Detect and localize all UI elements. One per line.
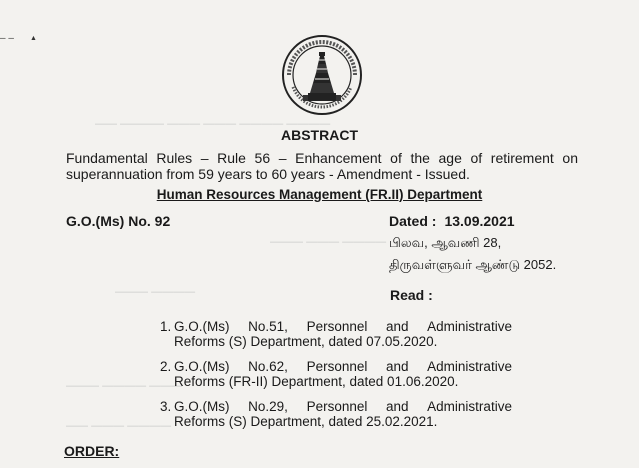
reference-item (160, 359, 512, 389)
reference-word: and (386, 359, 409, 374)
reference-line: Reforms (FR-II) Department, dated 01.06.2020. (174, 374, 459, 389)
reference-word: Personnel (306, 319, 368, 334)
reference-line (174, 319, 512, 334)
bleed-through-text: ——— ———— ——— (66, 380, 183, 392)
order-heading: ORDER: (64, 443, 120, 459)
page-mark-icon: ▲ (30, 35, 37, 42)
reference-word: Administrative (427, 319, 512, 334)
reference-number: 2. (160, 359, 172, 374)
tamil-date: பிலவ, ஆவணி 28, (389, 235, 502, 250)
subject-text: Fundamental Rules – Rule 56 – Enhancement of the age of retirement on superannuation from 59 years to 60 years - Amendment - Issued. (66, 150, 578, 182)
tamil-year: திருவள்ளுவர் ஆண்டு 2052. (389, 257, 557, 272)
bleed-through-text: ———— ———— ——— ——— ———— —— (95, 118, 331, 130)
reference-word: and (386, 319, 409, 334)
dated-line (389, 213, 515, 229)
reference-word: and (386, 399, 409, 414)
go-number: G.O.(Ms) No. 92 (66, 213, 171, 229)
dated-value: 13.09.2021 (444, 213, 515, 229)
reference-word: Personnel (306, 359, 368, 374)
bleed-through-text: ———— ——— ——— (270, 236, 387, 248)
reference-word: Administrative (427, 359, 512, 374)
reference-line (174, 399, 512, 414)
reference-word: G.O.(Ms) (174, 359, 230, 374)
reference-number: 1. (160, 319, 172, 334)
reference-word: G.O.(Ms) (174, 399, 230, 414)
abstract-heading: ABSTRACT (281, 127, 358, 143)
bleed-through-text: ———— ——— (115, 286, 196, 298)
reference-word: No.62, (248, 359, 288, 374)
reference-line: Reforms (S) Department, dated 07.05.2020. (174, 334, 438, 349)
reference-item (160, 399, 512, 429)
reference-word: No.29, (248, 399, 288, 414)
reference-line (174, 359, 512, 374)
reference-word: Personnel (306, 399, 368, 414)
bleed-through-text: ———— ——— —— (66, 420, 172, 432)
department-heading: Human Resources Management (FR.II) Department (156, 187, 483, 202)
reference-word: G.O.(Ms) (174, 319, 230, 334)
government-emblem-icon (281, 33, 363, 117)
reference-list (160, 319, 512, 439)
dated-label: Dated : (389, 213, 437, 229)
reference-word: No.51, (248, 319, 288, 334)
reference-number: 3. (160, 399, 172, 414)
reference-word: Administrative (427, 399, 512, 414)
read-label: Read : (390, 287, 433, 303)
reference-line: Reforms (S) Department, dated 25.02.2021. (174, 414, 438, 429)
corner-mark: – – (0, 33, 14, 44)
reference-item (160, 319, 512, 349)
